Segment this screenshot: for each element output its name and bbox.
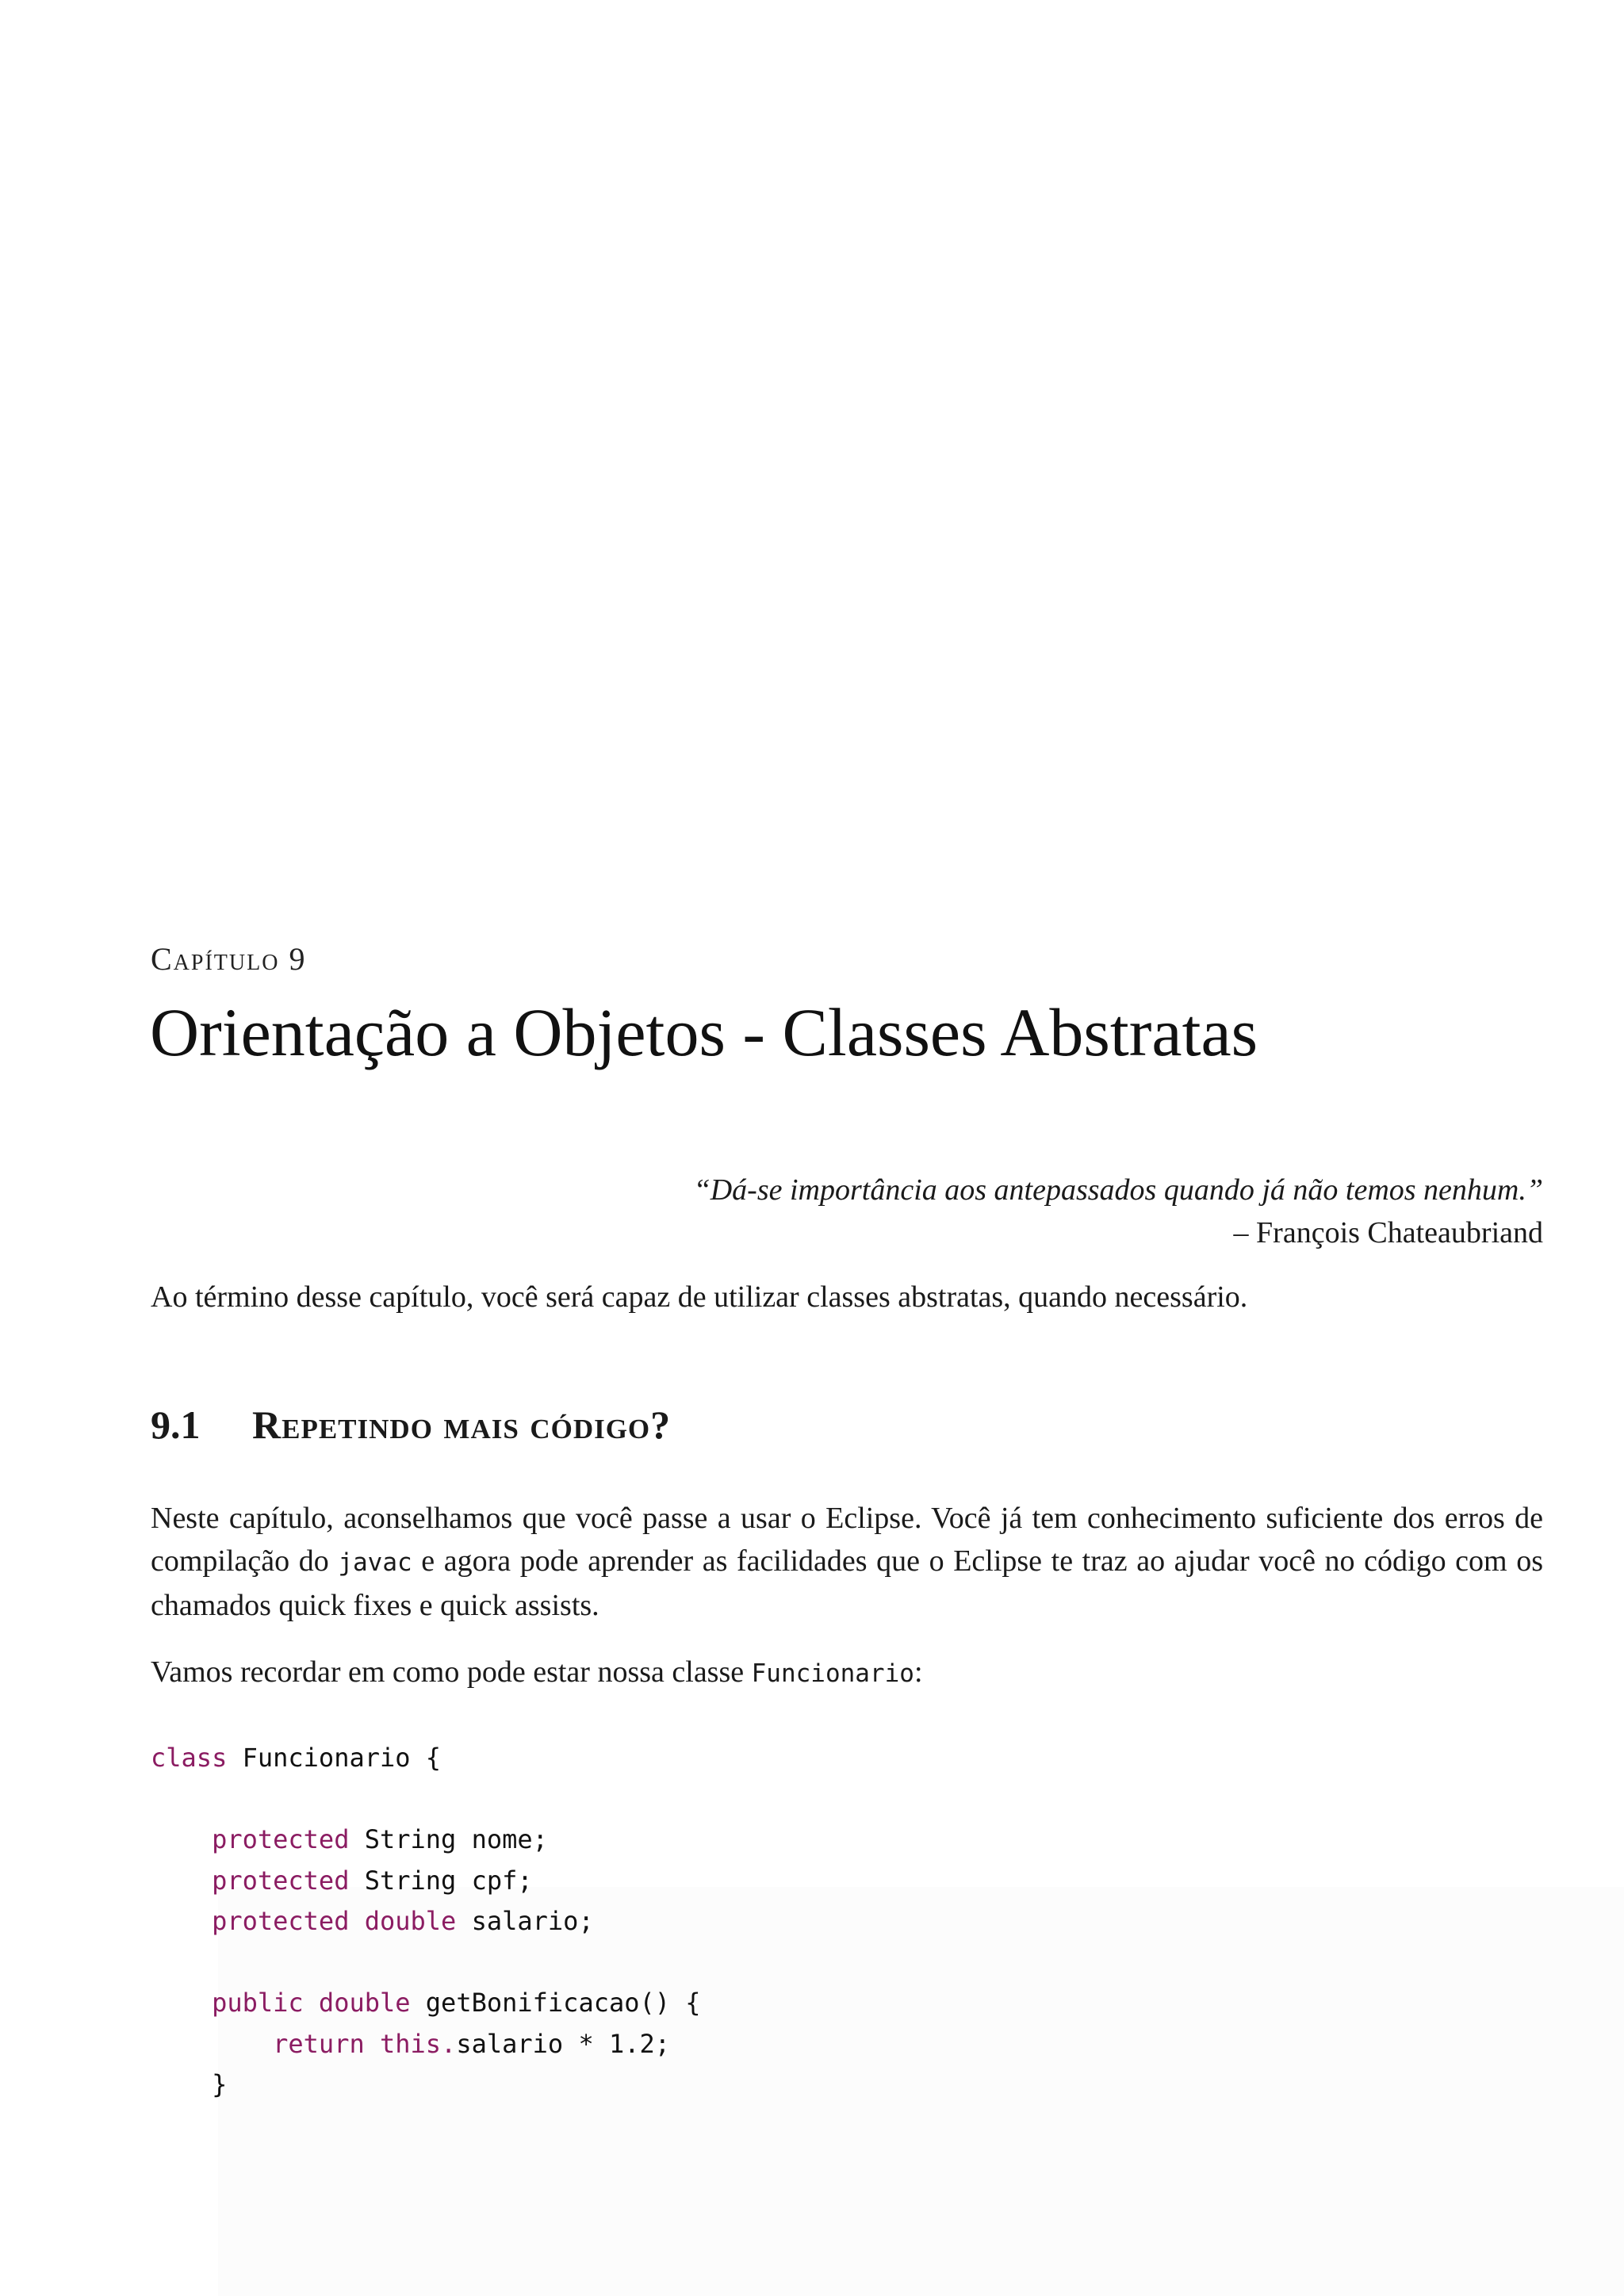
paragraph-recall <box>151 1651 1543 1695</box>
paragraph-text: : <box>914 1655 923 1689</box>
section-number: 9.1 <box>151 1402 201 1447</box>
code-text: Funcionario { <box>227 1743 442 1773</box>
inline-code: Funcionario <box>751 1659 914 1688</box>
code-text: } <box>212 2069 228 2099</box>
inline-code: javac <box>338 1548 412 1577</box>
code-text: salario; <box>456 1906 594 1936</box>
chapter-label: Capítulo 9 <box>151 941 307 977</box>
section-heading <box>151 1402 671 1448</box>
code-keyword: protected double <box>212 1906 457 1936</box>
code-text: String nome; <box>349 1824 548 1854</box>
code-keyword: protected <box>212 1865 350 1896</box>
section-title: Repetindo mais código? <box>252 1402 672 1447</box>
code-keyword: protected <box>212 1824 350 1854</box>
paragraph-text: Neste capítulo, aconselhamos que você passe a usar o Eclipse. Você já tem conhecimento suficiente dos erros de compilação do <box>151 1502 1543 1578</box>
code-keyword: public double <box>212 1988 411 2018</box>
epigraph-quote: “Dá-se importância aos antepassados quando já não temos nenhum.” <box>693 1173 1543 1207</box>
code-keyword: class <box>151 1743 228 1773</box>
code-text: salario * 1.2; <box>456 2028 671 2059</box>
epigraph <box>694 1169 1543 1254</box>
paragraph-text: Vamos recordar em como pode estar nossa classe <box>151 1655 752 1689</box>
chapter-intro: Ao término desse capítulo, você será capaz de utilizar classes abstratas, quando necessário. <box>151 1280 1248 1314</box>
chapter-title: Orientação a Objetos - Classes Abstratas <box>150 994 1258 1070</box>
paragraph-text: e agora pode aprender as facilidades que o Eclipse te traz ao ajudar você no código com os chamados quick fixes e quick assists. <box>151 1544 1543 1622</box>
code-listing <box>151 1738 701 2106</box>
epigraph-attribution: – François Chateaubriand <box>1233 1216 1543 1249</box>
code-text: getBonificacao() { <box>410 1988 701 2018</box>
code-keyword: return this. <box>273 2028 457 2059</box>
code-text: String cpf; <box>349 1865 533 1896</box>
paragraph-eclipse <box>151 1497 1543 1627</box>
